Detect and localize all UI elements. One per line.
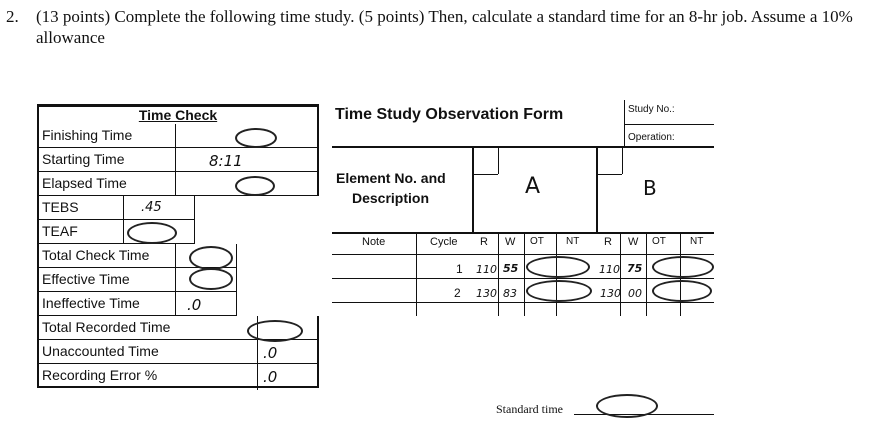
rule: [596, 174, 622, 175]
time-check-table: [37, 104, 319, 400]
rule: [624, 124, 714, 125]
cycle-header: Cycle: [430, 236, 458, 248]
cycle-1: 1: [456, 262, 463, 276]
a-r-header: R: [480, 236, 488, 248]
row-recording-error: Recording Error %: [37, 364, 319, 388]
cycle-1-b-r: 110: [599, 263, 620, 276]
rule: [332, 232, 714, 234]
rule: [332, 254, 714, 255]
cycle-2-a-r: 130: [476, 287, 497, 300]
answer-oval: [652, 256, 714, 278]
element-a: A: [525, 174, 541, 199]
recording-error-value: .0: [263, 368, 278, 386]
row-effective-time: Effective Time: [37, 268, 237, 292]
rule: [596, 148, 598, 232]
cycle-1-a-r: 110: [476, 263, 497, 276]
answer-oval: [596, 394, 658, 418]
rule: [472, 148, 474, 232]
row-unaccounted-time: Unaccounted Time: [37, 340, 319, 364]
unaccounted-time-value: .0: [263, 344, 278, 362]
cycle-2: 2: [454, 286, 461, 300]
a-nt-header: NT: [566, 236, 580, 247]
rule: [472, 174, 498, 175]
form-title: Time Study Observation Form: [335, 106, 564, 123]
b-w-header: W: [628, 236, 639, 248]
starting-time-value: 8:11: [209, 152, 243, 170]
rule: [332, 302, 714, 303]
answer-oval: [189, 246, 233, 270]
answer-oval: [526, 280, 592, 302]
row-tebs: TEBS: [37, 196, 195, 220]
cycle-2-b-r: 130: [600, 287, 621, 300]
answer-oval: [652, 280, 712, 302]
b-r-header: R: [604, 236, 612, 248]
rule: [620, 232, 621, 316]
divider: [123, 196, 124, 244]
divider: [175, 124, 176, 196]
rule: [646, 232, 647, 316]
rule: [524, 232, 525, 316]
a-w-header: W: [505, 236, 516, 248]
answer-oval: [526, 256, 590, 278]
rule: [624, 100, 625, 148]
answer-oval: [235, 176, 275, 196]
operation-label: Operation:: [628, 132, 675, 143]
row-teaf: TEAF: [37, 220, 195, 244]
rule: [332, 146, 714, 148]
element-label-2: Description: [352, 190, 430, 206]
rule: [622, 148, 623, 174]
question-number: 2.: [6, 7, 19, 26]
ineffective-time-value: .0: [187, 296, 202, 314]
row-total-check-time: Total Check Time: [37, 244, 237, 268]
cycle-2-a-w: 83: [503, 287, 517, 300]
row-finishing-time: Finishing Time: [37, 124, 319, 148]
answer-oval: [247, 320, 303, 342]
element-b: B: [643, 176, 657, 200]
standard-time-label: Standard time: [496, 402, 563, 416]
row-elapsed-time: Elapsed Time: [37, 172, 319, 196]
tebs-value: .45: [141, 200, 162, 215]
cycle-1-b-w: 75: [627, 262, 643, 275]
rule: [332, 278, 714, 279]
time-check-title: Time Check: [37, 104, 319, 124]
rule: [498, 148, 499, 174]
row-starting-time: Starting Time: [37, 148, 319, 172]
answer-oval: [235, 128, 277, 148]
row-total-recorded-time: Total Recorded Time: [37, 316, 319, 340]
b-ot-header: OT: [652, 236, 666, 247]
note-header: Note: [362, 236, 386, 248]
rule: [498, 232, 499, 316]
study-no-label: Study No.:: [628, 104, 675, 115]
answer-oval: [189, 268, 233, 290]
a-ot-header: OT: [530, 236, 544, 247]
answer-oval: [127, 222, 177, 244]
b-nt-header: NT: [690, 236, 704, 247]
divider: [175, 244, 176, 316]
row-ineffective-time: Ineffective Time: [37, 292, 237, 316]
rule: [416, 232, 417, 316]
cycle-2-b-w: 00: [628, 287, 642, 300]
cycle-1-a-w: 55: [503, 262, 519, 275]
question-text: (13 points) Complete the following time study. (5 points) Then, calculate a standard time for an 8-hr job. Assume a 10% allowance: [36, 7, 853, 47]
element-label: Element No. and: [336, 170, 446, 186]
